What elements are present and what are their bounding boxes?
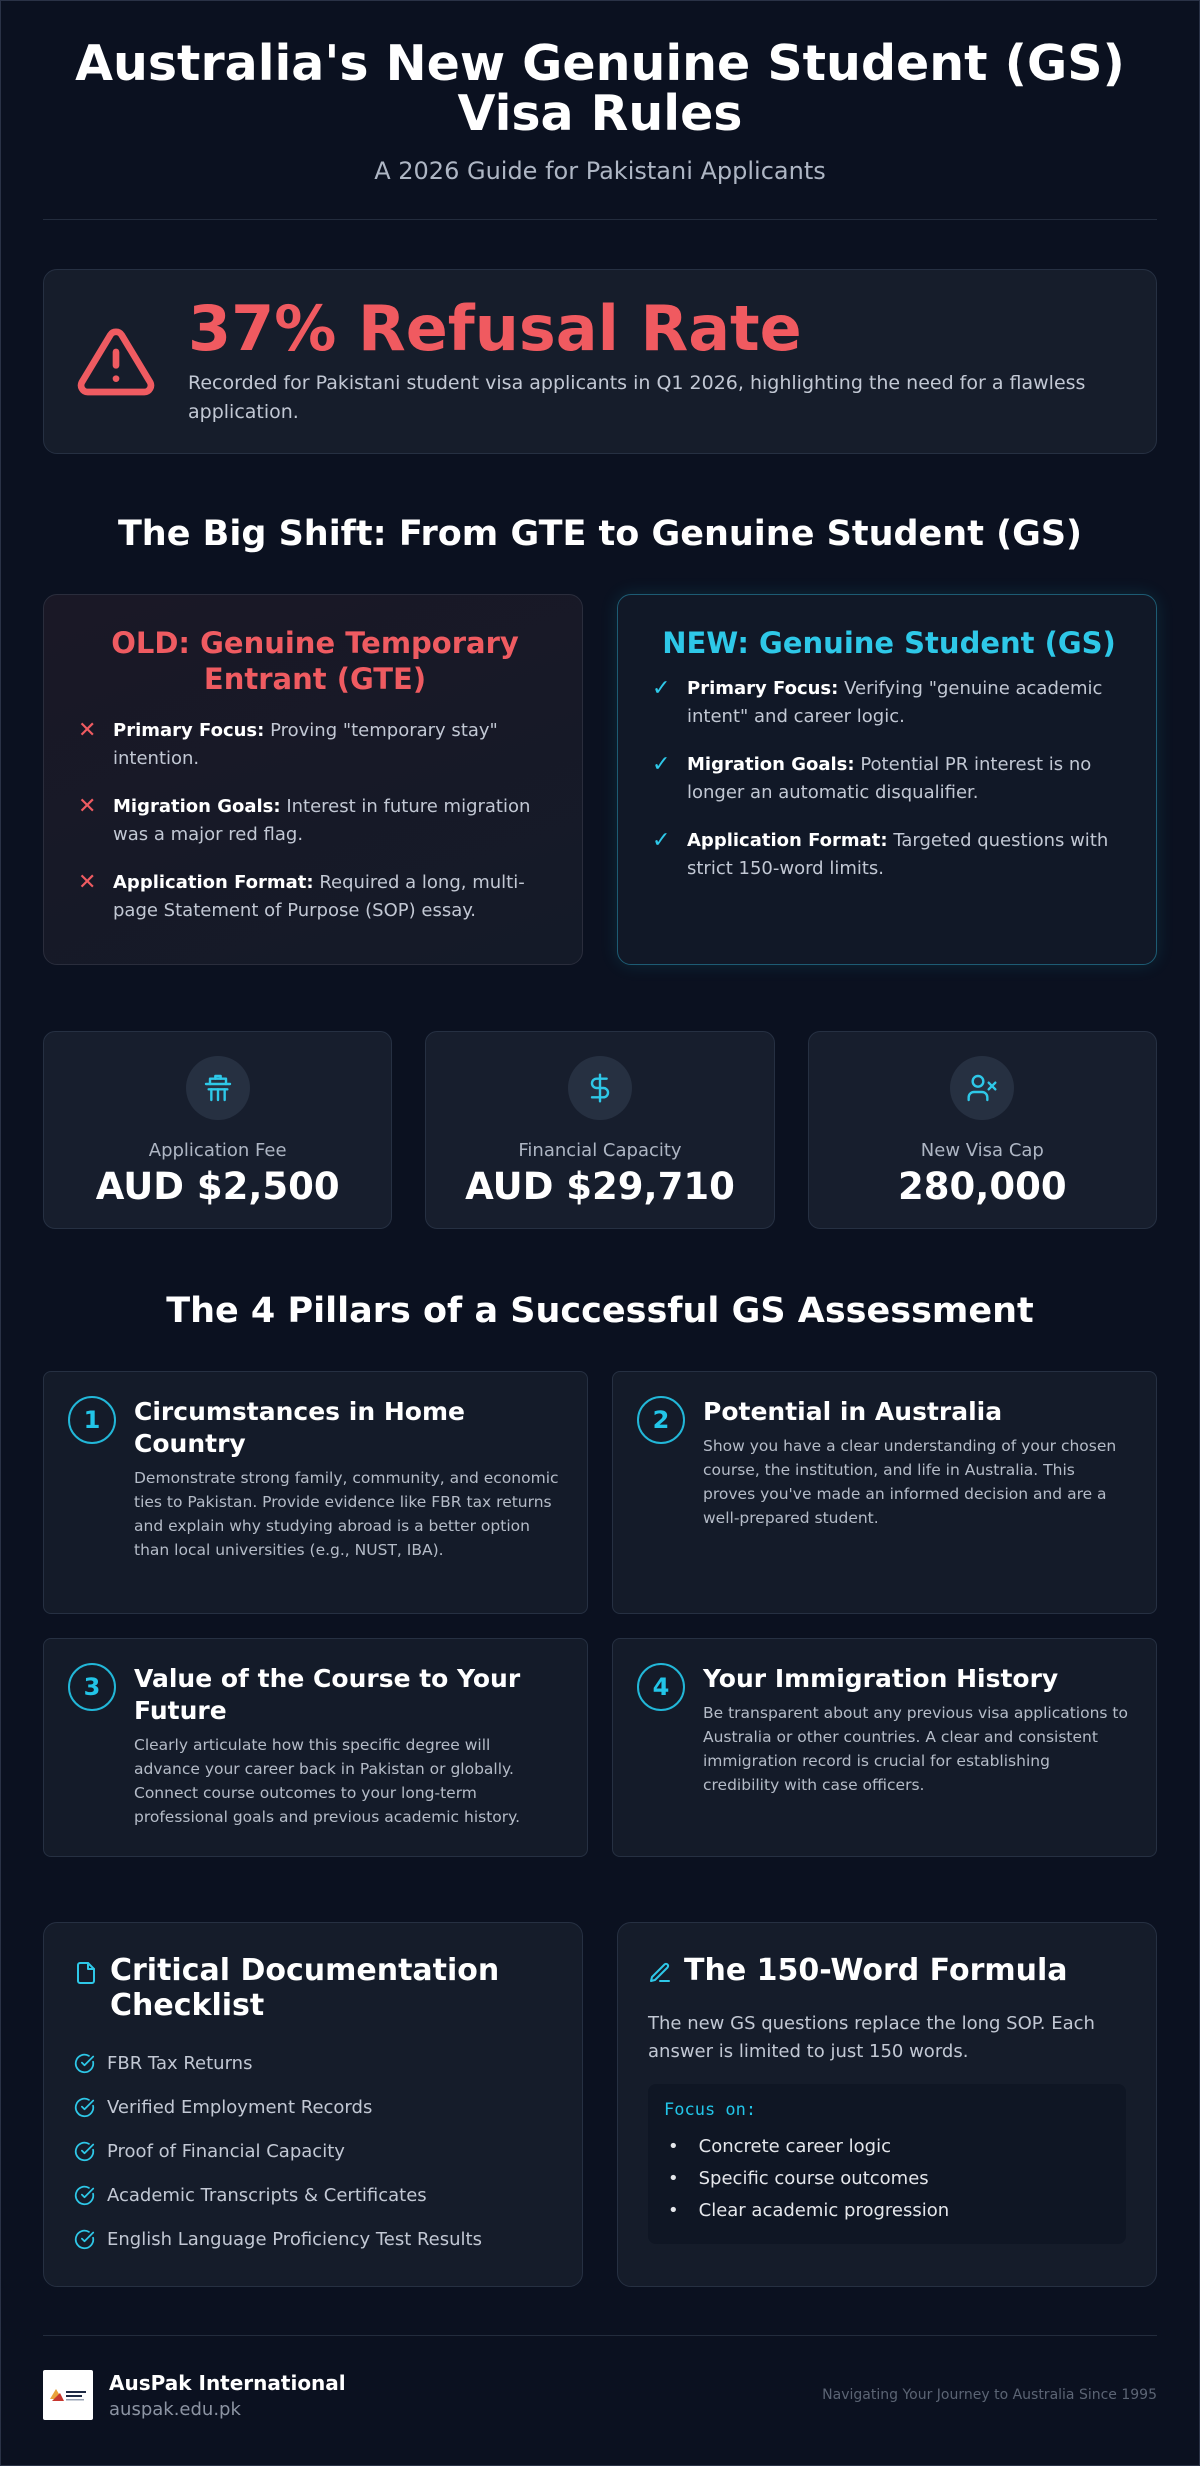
refusal-description: Recorded for Pakistani student visa applicants in Q1 2026, highlighting the need for a flawless application. [188,371,1086,423]
checklist-item-label: English Language Proficiency Test Results [107,2228,482,2250]
refusal-text [188,291,1118,427]
documentation-checklist-card [43,1922,583,2287]
page-footer [43,2370,1157,2420]
old-item-label: Application Format: [113,872,314,893]
company-logo [43,2370,93,2420]
old-item-text: Interest in future migration was a major red flag. [113,796,531,845]
formula-description: The new GS questions replace the long SOP. Each answer is limited to just 150 words. [648,2013,1095,2062]
new-item [652,675,1126,731]
gte-gs-comparison [43,594,1157,965]
key-stats [43,1031,1157,1229]
focus-item: • Clear academic progression [664,2194,1110,2226]
checklist-item [74,2217,552,2261]
dollar-icon [568,1056,632,1120]
new-gs-heading: NEW: Genuine Student (GS) [662,626,1116,660]
page-subtitle: A 2026 Guide for Pakistani Applicants [374,157,826,185]
pillar-number: 2 [637,1396,685,1444]
pillar-text: Clearly articulate how this specific degree will advance your career back in Pakistan or globally. Connect course outcomes to your long-term professional goals and previous academic history. [134,1736,521,1826]
page-header [43,1,1157,220]
pillar-text: Demonstrate strong family, community, and economic ties to Pakistan. Provide evidence like FBR tax returns and explain why studying abroad is a better option than local universities (e.g., NUST, IBA). [134,1469,559,1559]
old-gte-heading: OLD: Genuine Temporary Entrant (GTE) [111,626,519,696]
user-x-icon [950,1056,1014,1120]
footer-divider [43,2335,1157,2336]
word-formula-card [617,1922,1157,2287]
pillar-card [43,1371,588,1614]
check-circle-icon [74,2053,95,2074]
focus-item: • Concrete career logic [664,2130,1110,2162]
footer-tagline: Navigating Your Journey to Australia Since 1995 [822,2387,1157,2403]
stat-label: Financial Capacity [518,1140,682,1161]
refusal-rate-card [43,269,1157,454]
refusal-headline: 37% Refusal Rate [188,291,802,365]
pillar-number: 4 [637,1663,685,1711]
new-item-text: Verifying "genuine academic intent" and career logic. [687,678,1103,727]
checklist-item-label: Proof of Financial Capacity [107,2140,345,2162]
checklist-item-label: FBR Tax Returns [107,2052,253,2074]
pillar-text: Be transparent about any previous visa applications to Australia or other countries. A clear and consistent immigration record is crucial for establishing credibility with case officers. [703,1704,1128,1794]
old-item [78,869,552,925]
check-icon: ✓ [652,752,671,777]
old-gte-card [43,594,583,965]
new-gs-card [617,594,1157,965]
stat-value: AUD $2,500 [95,1165,340,1208]
pillar-title: Your Immigration History [703,1664,1059,1693]
new-item-label: Migration Goals: [687,754,855,775]
check-circle-icon [74,2229,95,2250]
new-item [652,751,1126,807]
x-icon: ✕ [78,870,97,895]
old-item-text: Proving "temporary stay" intention. [113,720,498,769]
page-title: Australia's New Genuine Student (GS) Visa Rules [75,35,1125,142]
stat-visa-cap [808,1031,1157,1229]
old-item-text: Required a long, multi-page Statement of Purpose (SOP) essay. [113,872,525,921]
checklist-title: Critical Documentation Checklist [110,1953,500,2023]
focus-item: • Specific course outcomes [664,2162,1110,2194]
checklist-item [74,2085,552,2129]
company-url[interactable]: auspak.edu.pk [109,2398,241,2420]
stat-application-fee [43,1031,392,1229]
document-icon [74,1961,98,1985]
check-circle-icon [74,2185,95,2206]
pillar-number: 1 [68,1396,116,1444]
new-item-text: Potential PR interest is no longer an automatic disqualifier. [687,754,1092,803]
pillar-card [612,1371,1157,1614]
checklist-item [74,2129,552,2173]
company-name: AusPak International [109,2370,346,2395]
checklist-item [74,2041,552,2085]
stat-value: 280,000 [898,1165,1067,1208]
pillar-number: 3 [68,1663,116,1711]
pillar-title: Potential in Australia [703,1397,1003,1426]
checklist-item-label: Academic Transcripts & Certificates [107,2184,427,2206]
check-icon: ✓ [652,676,671,701]
stat-financial-capacity [425,1031,774,1229]
bank-icon [186,1056,250,1120]
check-circle-icon [74,2141,95,2162]
new-item [652,827,1126,883]
focus-label: Focus on: [664,2100,757,2120]
old-item-label: Migration Goals: [113,796,281,817]
old-item [78,793,552,849]
formula-title: The 150-Word Formula [684,1953,1068,1988]
pillar-title: Circumstances in Home Country [134,1397,465,1458]
pen-icon [648,1961,672,1985]
checklist-item-label: Verified Employment Records [107,2096,373,2118]
old-item [78,717,552,773]
warning-triangle-icon [76,322,156,402]
pillars-grid [43,1371,1157,1857]
pillar-title: Value of the Course to Your Future [134,1664,521,1725]
checklist-item [74,2173,552,2217]
stat-label: New Visa Cap [920,1140,1044,1161]
header-divider [43,219,1157,220]
pillar-text: Show you have a clear understanding of your chosen course, the institution, and life in Australia. This proves you've made an informed decision and are a well-prepared student. [703,1437,1117,1527]
check-circle-icon [74,2097,95,2118]
new-item-text: Targeted questions with strict 150-word limits. [687,830,1109,879]
stat-value: AUD $29,710 [465,1165,735,1208]
old-item-label: Primary Focus: [113,720,265,741]
shift-section-title: The Big Shift: From GTE to Genuine Student (GS) [117,514,1083,554]
x-icon: ✕ [78,794,97,819]
focus-box [648,2084,1126,2244]
stat-label: Application Fee [148,1140,287,1161]
pillar-card [43,1638,588,1857]
bottom-panels [43,1922,1157,2287]
new-item-label: Primary Focus: [687,678,839,699]
pillars-section-title: The 4 Pillars of a Successful GS Assessment [166,1291,1034,1331]
pillar-card [612,1638,1157,1857]
new-item-label: Application Format: [687,830,888,851]
x-icon: ✕ [78,718,97,743]
check-icon: ✓ [652,828,671,853]
